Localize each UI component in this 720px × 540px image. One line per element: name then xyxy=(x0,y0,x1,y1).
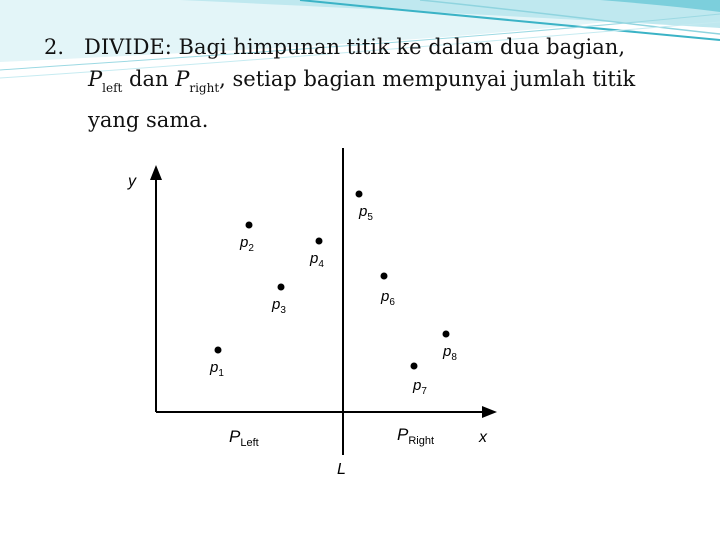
y-axis-label: y xyxy=(128,173,136,190)
point-p2 xyxy=(239,222,254,255)
p-left-subscript: left xyxy=(102,81,123,95)
point-marker xyxy=(215,347,222,354)
p-left-symbol: P xyxy=(88,67,103,91)
line3-text: yang sama. xyxy=(88,108,209,132)
dan-text: dan xyxy=(122,67,176,91)
point-label: $p_7$ xyxy=(413,377,427,397)
point-marker xyxy=(356,191,363,198)
line2-rest: , setiap bagian mempunyai jumlah titik xyxy=(219,67,636,91)
p-right-subscript: right xyxy=(189,81,220,95)
point-p4 xyxy=(309,238,324,271)
point-marker xyxy=(278,284,285,291)
line1-text: DIVIDE: Bagi himpunan titik ke dalam dua bagian, xyxy=(84,35,625,59)
y-axis-arrow-icon xyxy=(150,165,162,180)
divider-label: L xyxy=(337,461,346,478)
point-p8 xyxy=(442,331,457,364)
point-marker xyxy=(381,273,388,280)
point-label: $p_1$ xyxy=(210,359,224,379)
point-label: $p_3$ xyxy=(272,296,286,316)
point-label: $p_6$ xyxy=(381,288,395,308)
point-label: $p_8$ xyxy=(443,343,457,363)
x-axis-label: x xyxy=(479,429,487,446)
point-marker xyxy=(411,363,418,370)
point-marker xyxy=(246,222,253,229)
x-axis-arrow-icon xyxy=(482,406,497,418)
point-marker xyxy=(443,331,450,338)
point-marker xyxy=(316,238,323,245)
point-label: $p_5$ xyxy=(359,203,373,223)
point-p1 xyxy=(209,347,224,380)
p-right-symbol: P xyxy=(175,67,190,91)
point-p7 xyxy=(411,363,428,398)
point-p3 xyxy=(271,284,286,317)
p-right-label: $P_{Right}$ xyxy=(397,425,435,447)
point-label: $p_2$ xyxy=(240,234,254,254)
p-left-label: $P_{Left}$ xyxy=(229,427,259,449)
point-p5 xyxy=(356,191,374,224)
item-number: 2. xyxy=(44,35,65,59)
point-label: $p_4$ xyxy=(310,250,324,270)
point-p6 xyxy=(380,273,395,309)
